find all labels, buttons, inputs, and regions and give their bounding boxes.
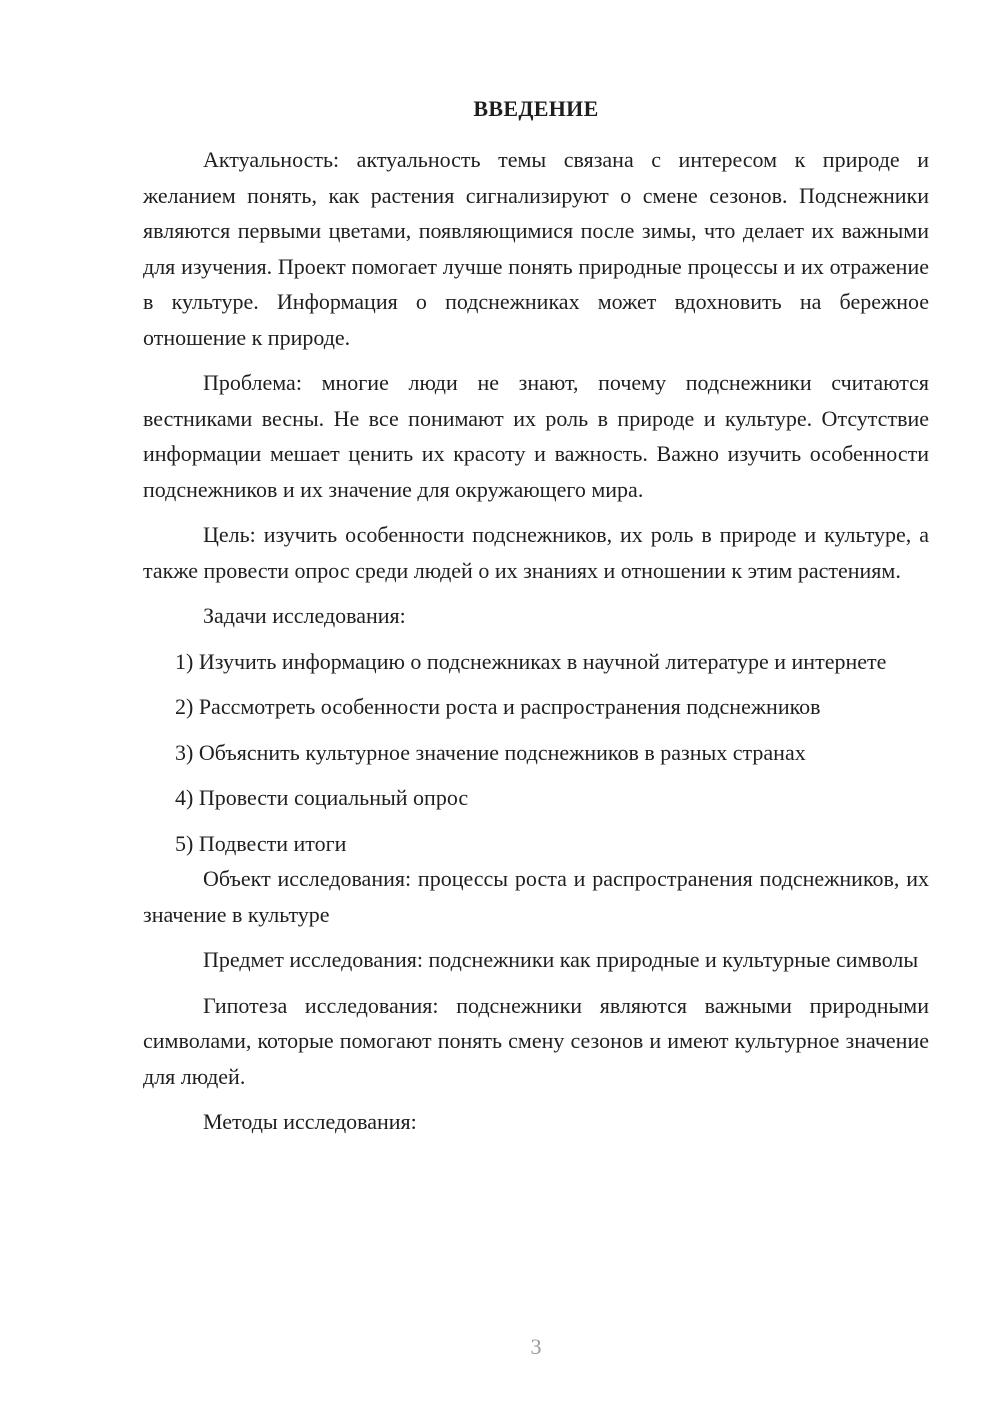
- page-number: 3: [530, 1334, 542, 1359]
- methods-title: Методы исследования:: [203, 1109, 417, 1134]
- paragraph-goal: Цель: изучить особенности подснежников, их роль в природе и культуре, а также провести опрос среди людей о их знаниях и отношении к этим растениям.: [143, 522, 929, 583]
- tasks-title: Задачи исследования:: [203, 603, 406, 628]
- tasks-list: [143, 644, 929, 862]
- paragraph-hypothesis: Гипотеза исследования: подснежники являются важными природными символами, которые помогают понять смену сезонов и имеют культурное значение для людей.: [143, 992, 929, 1089]
- list-item: 1) Изучить информацию о подснежниках в научной литературе и интернете: [175, 648, 887, 674]
- list-item: 3) Объяснить культурное значение подснежников в разных странах: [175, 739, 806, 765]
- paragraph-object: Объект исследования: процессы роста и распространения подснежников, их значение в культуре: [143, 866, 929, 927]
- list-item: 5) Подвести итоги: [175, 830, 347, 856]
- list-item: 2) Рассмотреть особенности роста и распространения подснежников: [175, 694, 821, 719]
- list-item: 4) Провести социальный опрос: [175, 785, 469, 810]
- document-body: [143, 142, 929, 1140]
- paragraph-subject: Предмет исследования: подснежники как природные и культурные символы: [203, 947, 919, 972]
- paragraph-problem: Проблема: многие люди не знают, почему подснежники считаются вестниками весны. Не все понимают их роль в природе и культуре. Отсутствие информации мешает ценить их красоту и важность. Важно изучить особенности подснежников и их значение для окружающего мира.: [143, 370, 929, 502]
- paragraph-relevance: Актуальность: актуальность темы связана с интересом к природе и желанием понять, как растения сигнализируют о смене сезонов. Подснежники являются первыми цветами, появляющимися после зимы, что делает их важными для изучения. Проект помогает лучше понять природные процессы и их отражение в культуре. Информация о подснежниках может вдохновить на бережное отношение к природе.: [143, 147, 929, 350]
- section-heading: ВВЕДЕНИЕ: [473, 96, 599, 121]
